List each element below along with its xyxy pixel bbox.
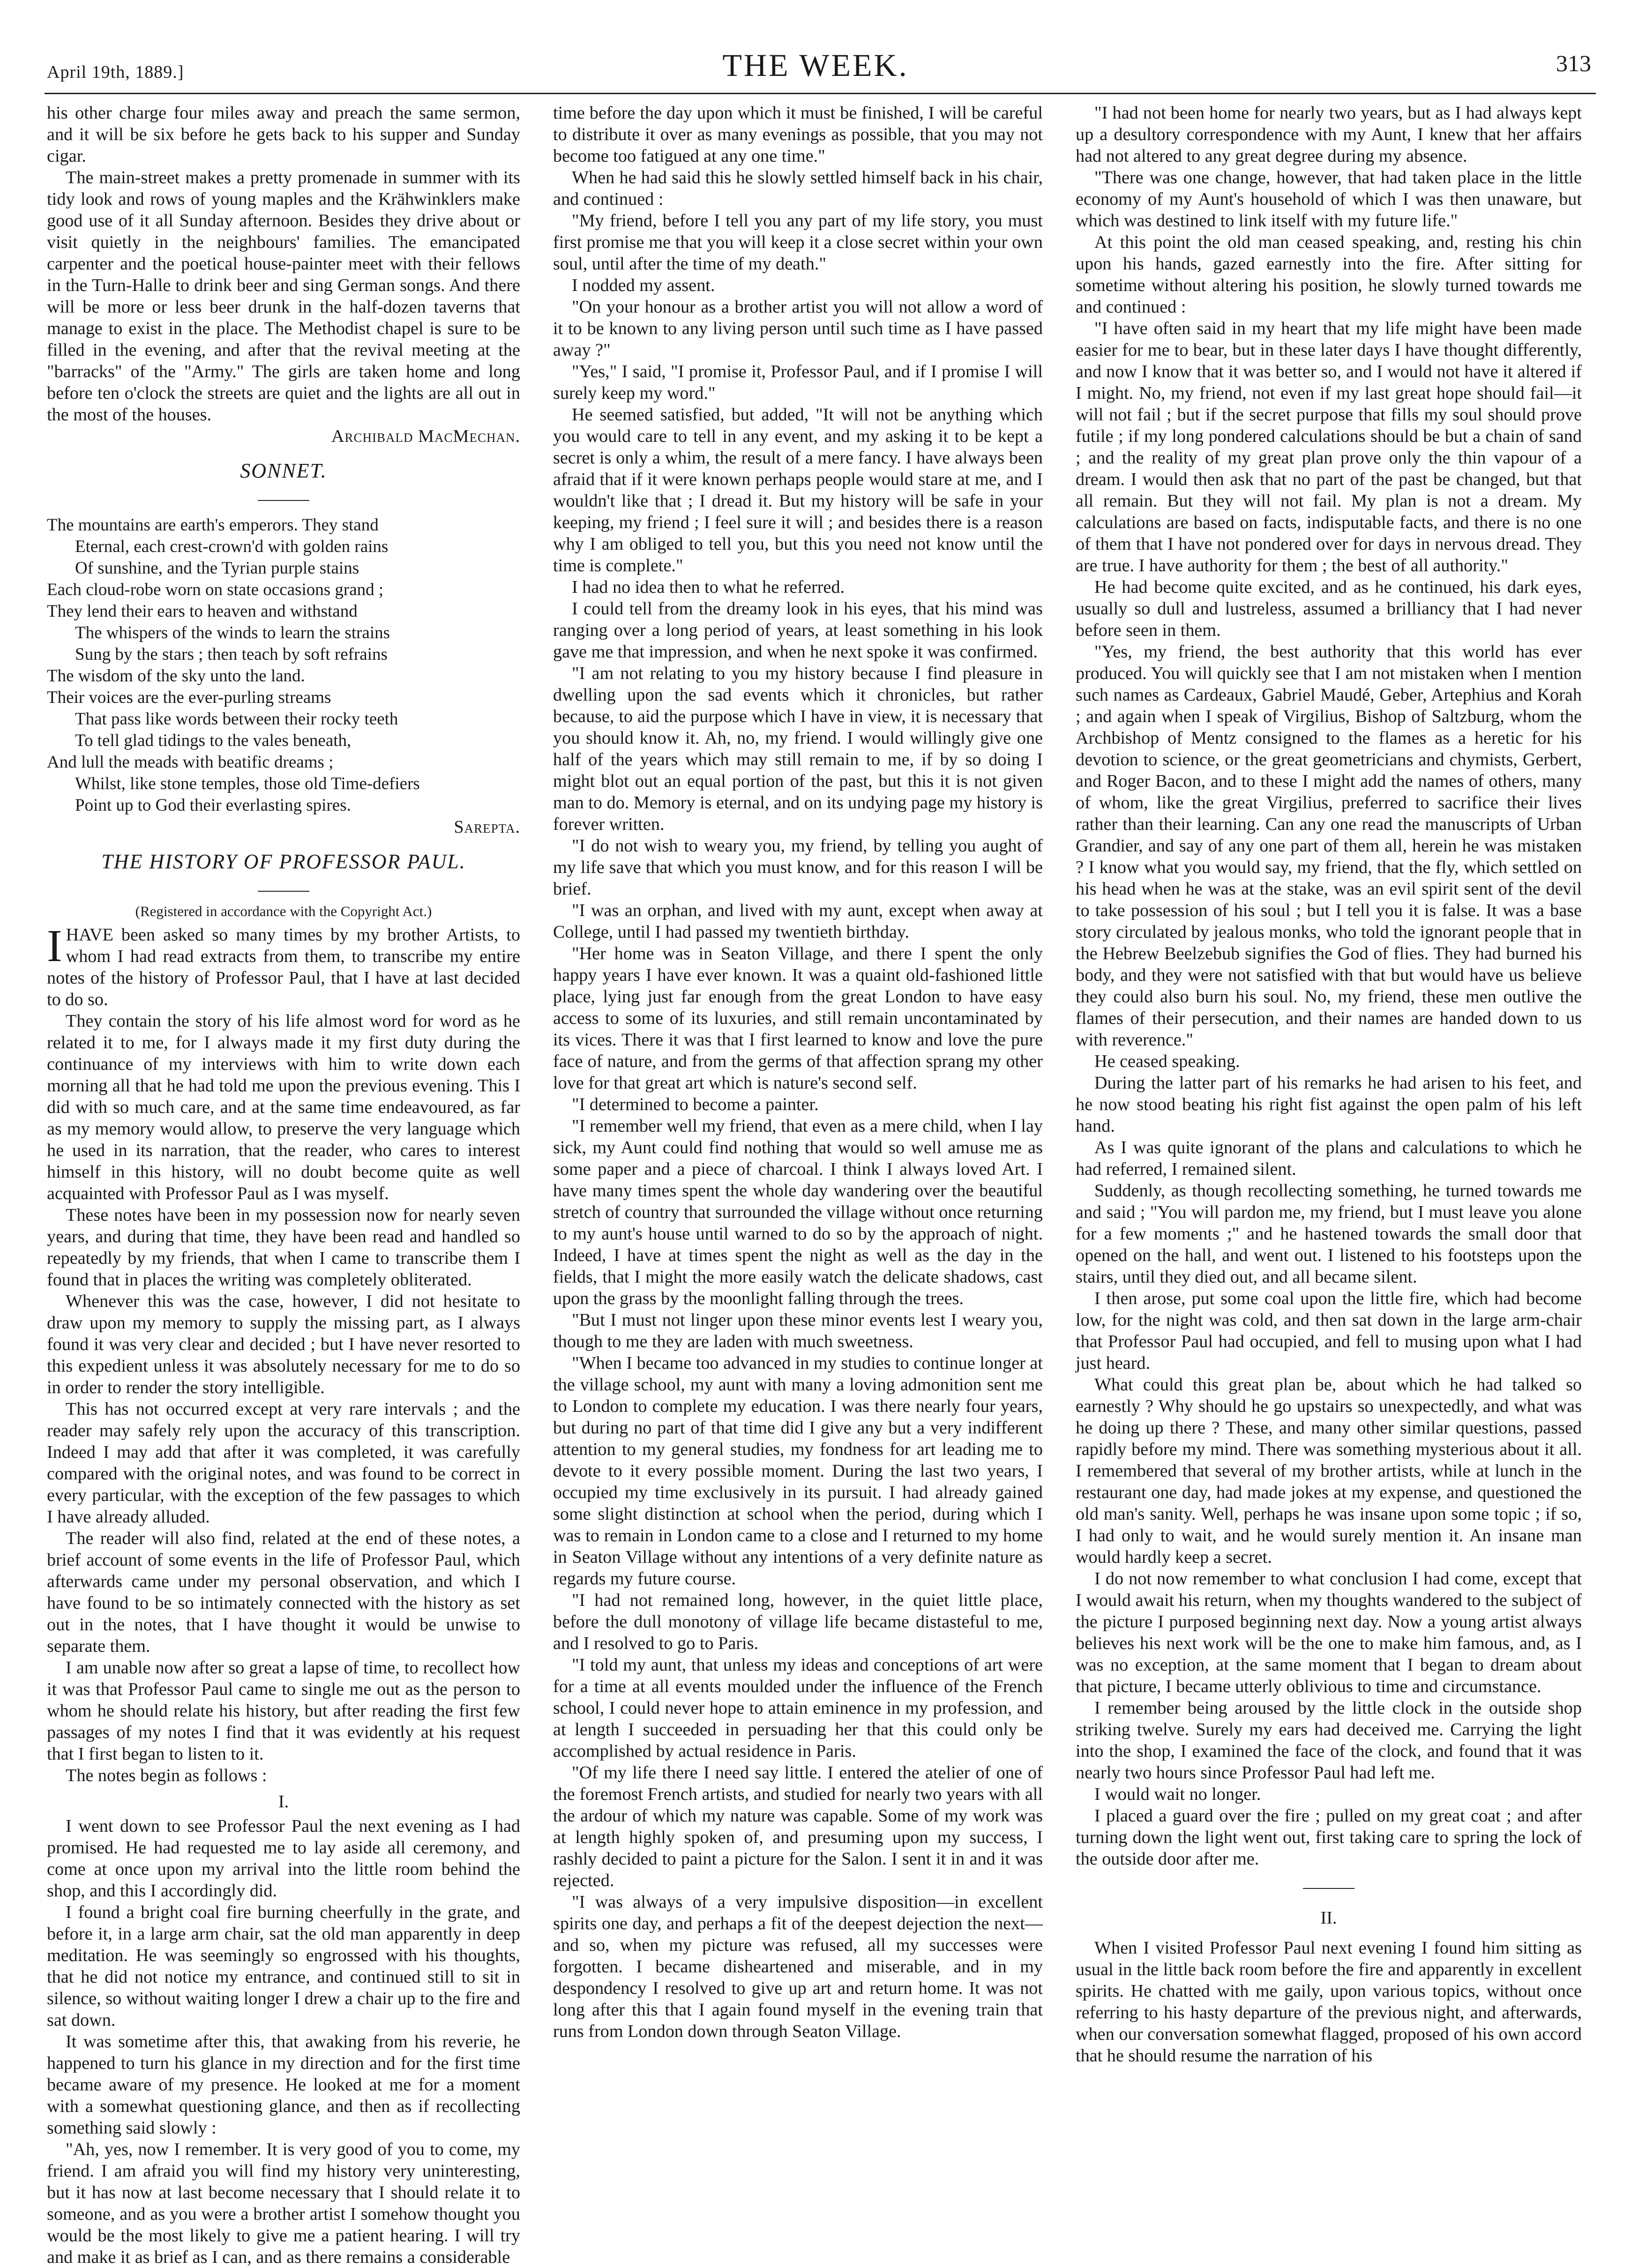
paragraph: He seemed satisfied, but added, "It will not be anything which you would care to tell in any event, and my asking it to be kept a secret is only a whim, the result of a mere fancy. I have always been afraid that if it were known perhaps people would stare at me, and I wouldn't like that ; I dread it. But my history will be safe in your keeping, my friend ; I feel sure it will ; and besides there is a reason why I am obliged to tell you, but this you need not know until the time is complete." — [553, 405, 1043, 575]
sonnet-line: Of sunshine, and the Tyrian purple stains — [75, 559, 359, 578]
paragraph: During the latter part of his remarks he had arisen to his feet, and he now stood beating his right fist against the open palm of his left hand. — [1076, 1073, 1582, 1136]
story-title-rule — [47, 875, 520, 897]
sonnet-signature: Sarepta. — [454, 817, 520, 837]
paragraph: "I told my aunt, that unless my ideas and conceptions of art were for a time at all events moulded under the influence of the French school, I could never hope to attain eminence in my profession, and at length I succeeded in persuading her that this could only be accomplished by actual residence in Paris. — [553, 1655, 1043, 1761]
column-1 — [47, 102, 520, 2268]
section-one-text — [47, 1815, 520, 2268]
paragraph: "Of my life there I need say little. I entered the atelier of one of the foremost French artists, and studied for nearly two years with all the ardour of which my nature was capable. Some of my work was at length highly spoken of, and presuming upon my success, I rashly decided to paint a picture for the Salon. I sent it in and it was rejected. — [553, 1763, 1043, 1890]
essay-ending — [47, 102, 520, 425]
sonnet-line: The wisdom of the sky unto the land. — [47, 666, 305, 686]
paragraph: "But I must not linger upon these minor events lest I weary you, though to me they are laden with much sweetness. — [553, 1310, 1043, 1351]
paragraph: It was sometime after this, that awaking from his reverie, he happened to turn his glance in my direction and for the first time became aware of my presence. He looked at me for a moment with a somewhat questioning glance, and then as if recollecting something said slowly : — [47, 2032, 520, 2138]
paragraph: "There was one change, however, that had taken place in the little economy of my Aunt's household of which I was then unaware, but which was destined to link itself with my future life." — [1076, 168, 1582, 231]
section-heading-one: I. — [278, 1792, 289, 1812]
drop-cap: I — [47, 921, 62, 971]
paragraph: I then arose, put some coal upon the little fire, which had become low, for the night was cold, and then sat down in the large arm-chair that Professor Paul had occupied, and fell to musing upon what I had just heard. — [1076, 1289, 1582, 1373]
paragraph: "When I became too advanced in my studies to continue longer at the village school, my aunt with many a loving admonition sent me to London to complete my education. I was there nearly four years, but during no part of that time did I give any but a very indifferent attention to my general studies, my fondness for art leading me to devote to it every possible moment. During the last two years, I occupied my time exclusively in its pursuit. I had already gained some slight distinction at school when the period, during which I was to remain in London came to a close and I returned to my home in Seaton Village without any intentions of a very definite nature as regards my future course. — [553, 1353, 1043, 1589]
paragraph: These notes have been in my possession now for nearly seven years, and during that time, they have been read and handled so repeatedly by my friends, that when I came to transcribe them I found that in places the writing was completely obliterated. — [47, 1205, 520, 1290]
paragraph: "My friend, before I tell you any part of my life story, you must first promise me that you will keep it a close secret within your own soul, until after the time of my death." — [553, 211, 1043, 274]
paragraph: I could tell from the dreamy look in his eyes, that his mind was ranging over a long period of years, at least something in his look gave me that impression, and when he next spoke it was confirmed. — [553, 599, 1043, 662]
paragraph: "I had not been home for nearly two years, but as I had always kept up a desultory correspondence with my Aunt, I knew that her affairs had not altered to any great degree during my absence. — [1076, 103, 1582, 166]
sonnet-title: SONNET. — [240, 459, 327, 482]
paragraph: The notes begin as follows : — [66, 1766, 267, 1785]
paragraph: He ceased speaking. — [1094, 1052, 1240, 1071]
paragraph: "I was an orphan, and lived with my aunt, except when away at College, until I had passed my twentieth birthday. — [553, 901, 1043, 942]
sonnet-title-underline — [47, 485, 520, 506]
story-opening-text: HAVE been asked so many times by my brother Artists, to whom I had read extracts from them, to transcribe my entire notes of the history of Professor Paul, that I have at last decided to do so. — [47, 925, 520, 1009]
paragraph: I do not now remember to what conclusion I had come, except that I would await his return, when my thoughts wandered to the subject of the picture I purposed beginning next day. Now a young artist always believes his next work will be the one to make him famous, and, as I was no exception, at the same moment that I began to dream about that picture, I became utterly oblivious to time and circumstance. — [1076, 1569, 1582, 1696]
sonnet-line: Eternal, each crest-crown'd with golden rains — [75, 537, 389, 556]
sonnet-line: That pass like words between their rocky teeth — [75, 709, 398, 729]
paragraph: I nodded my assent. — [572, 276, 715, 295]
paragraph: The reader will also find, related at the end of these notes, a brief account of some events in the life of Professor Paul, which afterwards came under my personal observation, and which I have found to be so intimately connected with the history as set out in the notes, that I have thought it would be unwise to separate them. — [47, 1529, 520, 1656]
paragraph: I found a bright coal fire burning cheerfully in the grate, and before it, in a large arm chair, sat the old man apparently in deep meditation. He was seemingly so engrossed with his thoughts, that he did not notice my entrance, and continued still to sit in silence, so without waiting longer I drew a chair up to the fire and sat down. — [47, 1902, 520, 2030]
paragraph: They contain the story of his life almost word for word as he related it to me, for I always made it my first duty during the continuance of my interviews with him to write down each morning all that he had told me upon the previous evening. This I did with so much care, and at the same time endeavoured, as far as my memory would allow, to preserve the very language which he used in its narration, that the reader, who cares to interest himself in this history, will no doubt become quite as well acquainted with Professor Paul as I was myself. — [47, 1011, 520, 1203]
publication-title: THE WEEK. — [722, 47, 909, 83]
paragraph: "Ah, yes, now I remember. It is very good of you to come, my friend. I am afraid you will find my history very uninteresting, but it has now at last become necessary that I should relate it to someone, and as you were a brother artist I somehow thought you would be the most likely to give me a patient hearing. I will try and make it as brief as I can, and as there remains a considerable — [47, 2140, 520, 2267]
sonnet-line: Sung by the stars ; then teach by soft refrains — [75, 645, 388, 664]
paragraph: I placed a guard over the fire ; pulled on my great coat ; and after turning down the light went out, first taking care to spring the lock of the outside door after me. — [1076, 1806, 1582, 1869]
sonnet-line: Each cloud-robe worn on state occasions grand ; — [47, 580, 384, 599]
paragraph: "I was always of a very impulsive disposition—in excellent spirits one day, and perhaps a fit of the deepest dejection the next—and so, when my picture was refused, all my successes were forgotten. I became disheartened and miserable, and in my despondency I resolved to give up art and return home. It was not long after this that I again found myself in the evening train that runs from London down through Seaton Village. — [553, 1892, 1043, 2041]
paragraph: Suddenly, as though recollecting something, he turned towards me and said ; "You will pardon me, my friend, but I must leave you alone for a few moments ;" and he hastened towards the small door that opened on the hall, and went out. I listened to his footsteps upon the stairs, until they died out, and all became silent. — [1076, 1181, 1582, 1287]
paragraph: I had no idea then to what he referred. — [572, 577, 845, 597]
sonnet-line: To tell glad tidings to the vales beneath, — [75, 731, 352, 750]
paragraph: "I am not relating to you my history because I find pleasure in dwelling upon the sad events which it chronicles, but rather because, to aid the purpose which I have in view, it is necessary that you should know it. Ah, no, my friend. I would willingly give one half of the years which may still remain to me, if by so doing I might blot out an equal portion of the past, but this it is not given man to do. Memory is eternal, and on its undying page my history is forever written. — [553, 664, 1043, 834]
story-preface — [47, 1010, 520, 1786]
sonnet-line: Their voices are the ever-purling streams — [47, 688, 331, 707]
column-2 — [553, 102, 1043, 2042]
paragraph: "I do not wish to weary you, my friend, by telling you aught of my life save that which you must know, and for this reason I will be brief. — [553, 836, 1043, 899]
page-number: 313 — [1556, 50, 1591, 76]
paragraph: "I had not remained long, however, in the quiet little place, before the dull monotony of village life became distasteful to me, and I resolved to go to Paris. — [553, 1590, 1043, 1653]
story-continuation-2 — [1076, 102, 1582, 1870]
issue-date: April 19th, 1889.] — [47, 62, 184, 82]
sonnet-line: Whilst, like stone temples, those old Time-defiers — [75, 774, 420, 793]
section-two-text — [1076, 1937, 1582, 2067]
paragraph: "Yes," I said, "I promise it, Professor Paul, and if I promise I will surely keep my word." — [553, 362, 1043, 403]
paragraph: "I remember well my friend, that even as a mere child, when I lay sick, my Aunt could find nothing that would so well amuse me as some paper and a piece of charcoal. I think I always loved Art. I have many times spent the whole day wandering over the beautiful stretch of country that surrounded the village without once returning to my aunt's house until warned to do so by the approach of night. Indeed, I have at times spent the night as well as the day in the fields, that I might the more easily watch the delicate shadows, cast upon the grass by the moonlight falling through the trees. — [553, 1116, 1043, 1308]
paragraph: "Her home was in Seaton Village, and there I spent the only happy years I have ever known. It was a quaint old-fashioned little place, lying just far enough from the great London to have easy access to some of its luxuries, and still remain uncontaminated by its vices. There it was that I first learned to know and love the pure face of nature, and from the germs of that affection sprang my other love for that great art which is nature's second self. — [553, 944, 1043, 1093]
story-opening-paragraph — [47, 921, 520, 1010]
sonnet-line: Point up to God their everlasting spires. — [75, 796, 351, 815]
paragraph: I remember being aroused by the little clock in the outside shop striking twelve. Surely my ears had deceived me. Carrying the light into the shop, I examined the face of the clock, and found that it was nearly two hours since Professor Paul had left me. — [1076, 1698, 1582, 1783]
paragraph: As I was quite ignorant of the plans and calculations to which he had referred, I remained silent. — [1076, 1138, 1582, 1179]
paragraph: I would wait no longer. — [1094, 1784, 1261, 1804]
header-rule — [45, 93, 1596, 94]
story-continuation — [553, 102, 1043, 2042]
paragraph: What could this great plan be, about which he had talked so earnestly ? Why should he go upstairs so unexpectedly, and what was he doing up there ? These, and many other similar questions, passed rapidly before my mind. There was something mysterious about it all. I remembered that several of my brother artists, while at lunch in the restaurant one day, had made jokes at my expense, and questioned the old man's sanity. Well, perhaps he was insane upon some topic ; if so, I had only to wait, and he would surely mention it. An insane man would hardly keep a secret. — [1076, 1375, 1582, 1567]
copyright-notice: (Registered in accordance with the Copyright Act.) — [135, 903, 432, 919]
paragraph: He had become quite excited, and as he continued, his dark eyes, usually so dull and lustreless, assumed a brilliancy that I had never before seen in them. — [1076, 577, 1582, 640]
paragraph: "Yes, my friend, the best authority that this world has ever produced. You will quickly see that I am not mistaken when I mention such names as Cardeaux, Gabriel Maudé, Geber, Artephius and Korah ; and again when I speak of Virgilius, Bishop of Saltzburg, whom the Archbishop of Mentz consigned to the flames as a heretic for his devotion to science, or the great geometricians and chymists, Gerbert, and Roger Bacon, and to these I might add the names of others, many of whom, like the great Virgilius, preferred to sacrifice their lives rather than their learning. Can any one read the manuscripts of Urban Grandier, and say of any one part of them all, herein he was mistaken ? I know what you would say, my friend, that the fly, which settled on his head when he was at the stake, was an evil spirit sent of the devil to take possession of his soul ; but I tell you it is false. It was a base story circulated by jealous monks, who told the ignorant people that in the Hebrew Beelzebub signifies the God of flies. They had burned his body, and they were not satisfied with that but would have us believe they could also burn his soul. No, my friend, these men outlive the flames of their persecution, and their names are handed down to us with reverence." — [1076, 642, 1582, 1050]
sonnet-line: The whispers of the winds to learn the strains — [75, 623, 390, 642]
paragraph: When he had said this he slowly settled himself back in his chair, and continued : — [553, 168, 1043, 209]
paragraph: "I have often said in my heart that my life might have been made easier for me to bear, but in these later days I have thought differently, and now I know that it was better so, and I would not have it altered if I might. No, my friend, not even if my last great hope should fail—it will not fail ; but if the secret purpose that fills my soul should prove futile ; if my long pondered calculations should be but a chain of sand ; and the reality of my great plan prove only the thin vapour of a dream. I would then ask that no part of the past be changed, but that all remain. But they will not fail. My plan is not a dream. My calculations are based on facts, indisputable facts, and there is no one of them that I have not pondered over for days in nervous dread. They are true. I have authority for them ; the best of all authority." — [1076, 319, 1582, 575]
sonnet-line: And lull the meads with beatific dreams ; — [47, 753, 334, 772]
paragraph: I am unable now after so great a lapse of time, to recollect how it was that Professor Paul came to single me out as the person to whom he should relate his history, but after reading the first few passages of my notes I find that it was evidently at his request that I first began to listen to it. — [47, 1658, 520, 1764]
paragraph: his other charge four miles away and preach the same sermon, and it will be six before he gets back to his supper and Sunday cigar. — [47, 103, 520, 166]
paragraph: I went down to see Professor Paul the next evening as I had promised. He had requested me to lay aside all ceremony, and come at once upon my arrival into the little room behind the shop, and this I accordingly did. — [47, 1816, 520, 1901]
paragraph: This has not occurred except at very rare intervals ; and the reader may safely rely upon the accuracy of this transcription. Indeed I may add that after it was completed, it was carefully compared with the original notes, and was found to be correct in every particular, with the exception of the few passages to which I have already alluded. — [47, 1399, 520, 1527]
paragraph: Whenever this was the case, however, I did not hesitate to draw upon my memory to supply the missing part, as I always found it was very clear and decided ; but I have never resorted to this expedient unless it was absolutely necessary for me to do so in order to render the story intelligible. — [47, 1291, 520, 1397]
section-heading-two: II. — [1320, 1908, 1337, 1928]
paragraph: The main-street makes a pretty promenade in summer with its tidy look and rows of young maples and the Krähwinklers make good use of it all Sunday afternoon. Besides they drive about or visit quietly in the neighbours' families. The emancipated carpenter and the poetical house-painter meet with their fellows in the Turn-Halle to drink beer and sing German songs. And there will be more or less beer drunk in the half-dozen taverns that manage to exist in the place. The Methodist chapel is sure to be filled in the evening, and after that the revival meeting at the "barracks" of the "Army." The girls are taken home and long before ten o'clock the streets are quiet and the lights are all out in the most of the houses. — [47, 168, 520, 425]
paragraph: "I determined to become a painter. — [572, 1095, 819, 1114]
sonnet-line: The mountains are earth's emperors. They stand — [47, 515, 379, 535]
paragraph: At this point the old man ceased speaking, and, resting his chin upon his hands, gazed earnestly into the fire. After sitting for sometime without altering his position, he slowly turned towards me and continued : — [1076, 232, 1582, 317]
sonnet — [47, 515, 520, 816]
essay-signature: Archibald MacMechan. — [331, 426, 520, 446]
paragraph: "On your honour as a brother artist you will not allow a word of it to be known to any living person until such time as I have passed away ?" — [553, 297, 1043, 360]
story-title: THE HISTORY OF PROFESSOR PAUL. — [101, 850, 466, 873]
sonnet-line: They lend their ears to heaven and withstand — [47, 602, 358, 621]
paragraph: time before the day upon which it must be finished, I will be careful to distribute it over as many evenings as possible, that you may not become too fatigued at any one time." — [553, 103, 1043, 166]
paragraph: When I visited Professor Paul next evening I found him sitting as usual in the little back room before the fire and apparently in excellent spirits. He chatted with me gaily, upon various topics, without once referring to his hasty departure of the previous night, and afterwards, when our conversation somewhat flagged, proposed of his own accord that he should resume the narration of his — [1076, 1938, 1582, 2066]
section-rule — [1076, 1873, 1582, 1894]
column-3 — [1076, 102, 1582, 2067]
